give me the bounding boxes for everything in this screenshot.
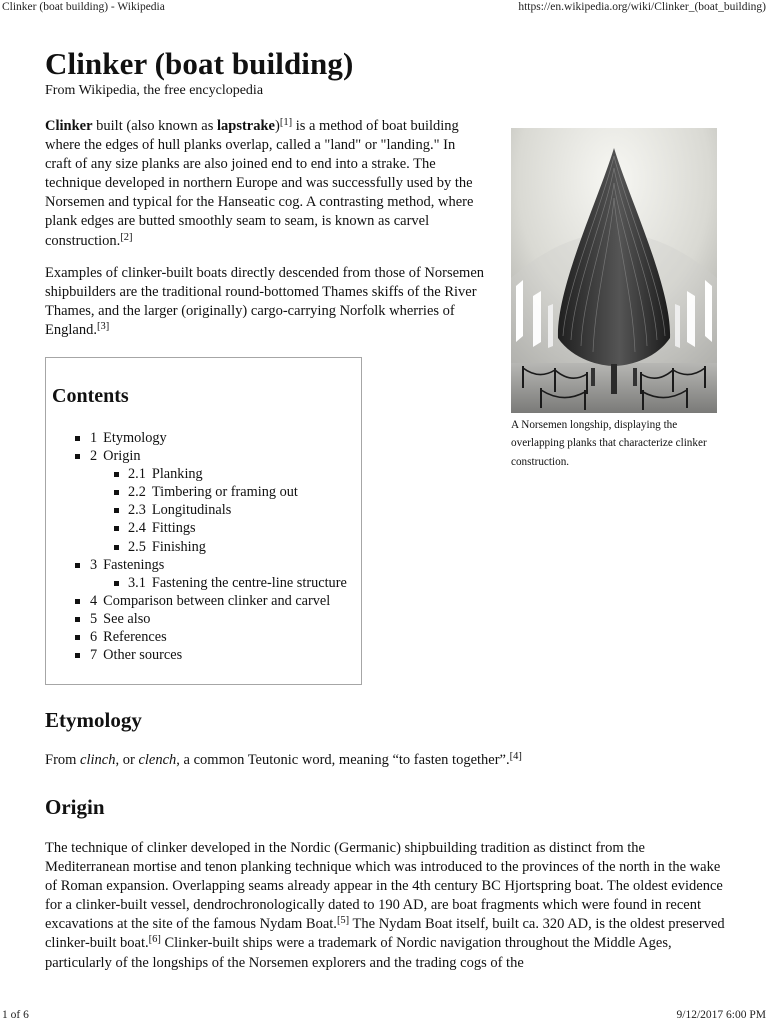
print-header xyxy=(0,0,768,16)
toc-item-etymology[interactable]: 1 Etymology xyxy=(75,429,347,447)
toc-item-fastenings[interactable]: 3 Fastenings 3.1 Fastening the centre-line structure xyxy=(75,556,347,592)
citation-6[interactable]: [6] xyxy=(148,934,161,946)
toc-item-centre-line[interactable]: 3.1 Fastening the centre-line structure xyxy=(114,574,347,592)
term-clinker: Clinker xyxy=(45,118,93,134)
toc-item-timbering[interactable]: 2.2 Timbering or framing out xyxy=(114,483,347,501)
toc-item-longitudinals[interactable]: 2.3 Longitudinals xyxy=(114,501,347,519)
toc-heading: Contents xyxy=(52,385,129,407)
site-tagline: From Wikipedia, the free encyclopedia xyxy=(45,83,264,98)
toc-item-references[interactable]: 6 References xyxy=(75,628,347,646)
toc-sublist-fastenings xyxy=(114,574,347,592)
heading-origin: Origin xyxy=(45,795,105,819)
longship-image[interactable] xyxy=(511,128,717,413)
intro-paragraph: Clinker built (also known as lapstrake)[1] is a method of boat building where the edges of hull planks overlap, called a "land" or "landing." In craft of any size planks are also joined end to end into a strake. The technique developed in northern Europe and was successfully used by the Norsemen and typical for the Hanseatic cog. A contrasting method, where plank edges are butted smoothly seam to seam, is known as carvel construction.[2] xyxy=(45,117,474,249)
term-clinch: clinch xyxy=(80,752,116,768)
examples-paragraph: Examples of clinker-built boats directly descended from those of Norsemen shipbuilders are the traditional round-bottomed Thames skiffs of the River Thames, and the larger (originally) cargo-carrying Norfolk wherries of England.[3] xyxy=(45,265,485,339)
toc-item-finishing[interactable]: 2.5 Finishing xyxy=(114,538,347,556)
citation-2[interactable]: [2] xyxy=(120,231,133,243)
origin-paragraph: The technique of clinker developed in the Nordic (Germanic) shipbuilding tradition as distinct from the Mediterranean mortise and tenon planking technique which was introduced to the provinces of the north in the wake of Roman expansion. Overlapping seams already appear in the 4th century BC Hjortspring boat. The oldest evidence for a clinker-built vessel, dendrochronologically dated to 190 AD, are boat fragments which were found in recent excavations at the site of the famous Nydam Boat.[5] The Nydam Boat itself, built ca. 320 AD, is the oldest preserved clinker-built boat.[6] Clinker-built ships were a trademark of Nordic navigation throughout the Middle Ages, particularly of the longships of the Norsemen explorers and the trading cogs of the xyxy=(45,840,725,971)
print-footer xyxy=(0,1008,768,1024)
toc-list xyxy=(75,429,347,664)
toc-sublist-origin xyxy=(114,465,347,555)
citation-3[interactable]: [3] xyxy=(96,321,110,333)
citation-1[interactable]: [1] xyxy=(279,117,293,128)
term-lapstrake: lapstrake xyxy=(216,118,275,134)
toc-item-other-sources[interactable]: 7 Other sources xyxy=(75,646,347,664)
toc-item-planking[interactable]: 2.1 Planking xyxy=(114,465,347,483)
page-counter: 1 of 6 xyxy=(2,1009,29,1021)
citation-4[interactable]: [4] xyxy=(509,751,522,762)
toc-item-origin[interactable]: 2 Origin 2.1 Planking 2.2 Timbering or framing out 2.3 Longitudinals 2.4 Fittings 2.5 Finishing xyxy=(75,447,347,556)
print-datetime: 9/12/2017 6:00 PM xyxy=(676,1009,766,1021)
print-header-url[interactable]: https://en.wikipedia.org/wiki/Clinker_(boat_building) xyxy=(518,1,766,13)
page-title: Clinker (boat building) xyxy=(45,46,354,81)
term-clench: clench xyxy=(138,752,177,768)
thumbnail-figure xyxy=(511,128,717,471)
thumbnail-caption: A Norsemen longship, displaying the overlapping planks that characterize clinker construction. xyxy=(511,419,707,468)
toc-item-fittings[interactable]: 2.4 Fittings xyxy=(114,519,347,537)
heading-etymology: Etymology xyxy=(45,708,142,732)
toc-item-comparison[interactable]: 4 Comparison between clinker and carvel xyxy=(75,592,347,610)
toc-item-see-also[interactable]: 5 See also xyxy=(75,610,347,628)
etymology-paragraph: From clinch, or clench, a common Teutonic word, meaning “to fasten together”.[4] xyxy=(45,751,522,768)
print-header-title: Clinker (boat building) - Wikipedia xyxy=(2,1,165,13)
citation-5[interactable]: [5] xyxy=(336,915,350,927)
table-of-contents xyxy=(45,357,362,685)
